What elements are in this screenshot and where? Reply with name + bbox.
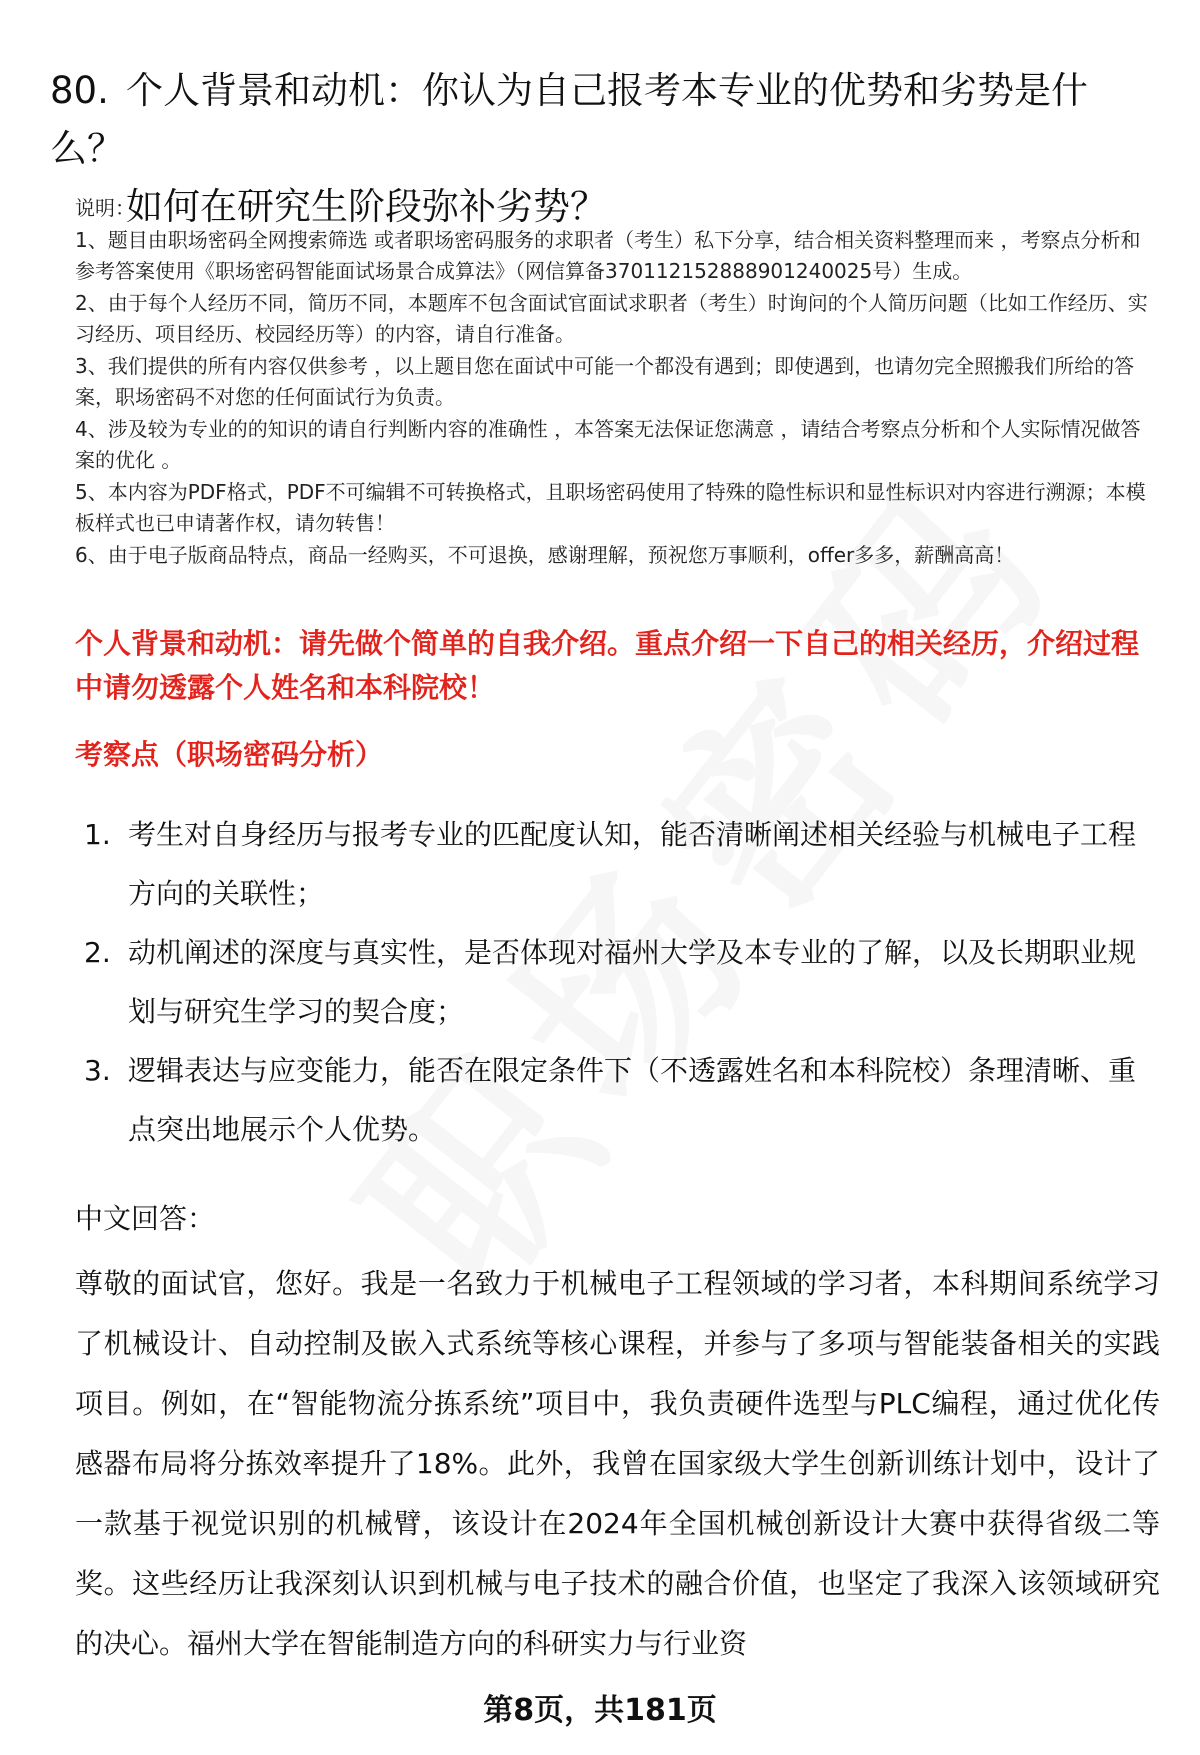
notes-item-3: 3、我们提供的所有内容仅供参考 ，以上题目您在面试中可能一个都没有遇到；即使遇到，也请勿完全照搬我们所给的答案，职场密码不对您的任何面试行为负责。 bbox=[75, 353, 1135, 409]
notes-section bbox=[75, 193, 1155, 571]
analysis-points bbox=[80, 805, 1150, 1159]
analysis-point bbox=[80, 1041, 1150, 1159]
analysis-heading: 考察点（职场密码分析） bbox=[75, 738, 384, 771]
question-title-line-2: 如何在研究生阶段弥补劣势？ bbox=[126, 185, 607, 228]
notes-heading: 说明： bbox=[75, 196, 135, 220]
analysis-point-number: 1. bbox=[84, 818, 111, 851]
answer-body: 尊敬的面试官，您好。我是一名致力于机械电子工程领域的学习者，本科期间系统学习了机械设计、自动控制及嵌入式系统等核心课程，并参与了多项与智能装备相关的实践项目。例如，在“智能物流分拣系统”项目中，我负责硬件选型与PLC编程，通过优化传感器布局将分拣效率提升了18%。此外，我曾在国家级大学生创新训练计划中，设计了一款基于视觉识别的机械臂，该设计在2024年全国机械创新设计大赛中获得省级二等奖。这些经历让我深刻认识到机械与电子技术的融合价值，也坚定了我深入该领域研究的决心。福州大学在智能制造方向的科研实力与行业资 bbox=[75, 1267, 1160, 1660]
page-number: 第8页，共181页 bbox=[483, 1693, 717, 1728]
analysis-point-text: 考生对自身经历与报考专业的匹配度认知，能否清晰阐述相关经验与机械电子工程方向的关联性； bbox=[128, 818, 1137, 910]
analysis-point bbox=[80, 805, 1150, 923]
question-title-line-1 bbox=[50, 62, 1150, 178]
notes-item-1: 1、题目由职场密码全网搜索筛选 或者职场密码服务的求职者（考生）私下分享，结合相关资料整理而来 ，考察点分析和参考答案使用《职场密码智能面试场景合成算法》（网信算备370112152888901240025号）生成。 bbox=[75, 227, 1141, 283]
analysis-point-number: 2. bbox=[84, 936, 111, 969]
highlight-question: 个人背景和动机：请先做个简单的自我介绍。重点介绍一下自己的相关经历，介绍过程中请勿透露个人姓名和本科院校！ bbox=[75, 627, 1140, 704]
notes-item-6: 6、由于电子版商品特点，商品一经购买，不可退换，感谢理解，预祝您万事顺利，offer多多，薪酬高高！ bbox=[75, 542, 1015, 567]
question-title-text-1: 个人背景和动机：你认为自己报考本专业的优势和劣势是什么？ bbox=[50, 69, 1088, 170]
analysis-point-text: 动机阐述的深度与真实性，是否体现对福州大学及本专业的了解，以及长期职业规划与研究生学习的契合度； bbox=[128, 936, 1137, 1028]
notes-item-5: 5、本内容为PDF格式，PDF不可编辑不可转换格式，且职场密码使用了特殊的隐性标识和显性标识对内容进行溯源；本模板样式也已申请著作权，请勿转售！ bbox=[75, 479, 1146, 535]
analysis-point-number: 3. bbox=[84, 1054, 111, 1087]
answer-heading: 中文回答： bbox=[75, 1202, 216, 1235]
analysis-point bbox=[80, 923, 1150, 1041]
question-number: 80. bbox=[50, 69, 109, 112]
analysis-point-text: 逻辑表达与应变能力，能否在限定条件下（不透露姓名和本科院校）条理清晰、重点突出地展示个人优势。 bbox=[128, 1054, 1137, 1146]
notes-item-4: 4、涉及较为专业的的知识的请自行判断内容的准确性 ，本答案无法保证您满意 ，请结合考察点分析和个人实际情况做答案的优化 。 bbox=[75, 416, 1141, 472]
notes-item-2: 2、由于每个人经历不同，简历不同，本题库不包含面试官面试求职者（考生）时询问的个人简历问题（比如工作经历、实习经历、项目经历、校园经历等）的内容，请自行准备。 bbox=[75, 290, 1148, 346]
